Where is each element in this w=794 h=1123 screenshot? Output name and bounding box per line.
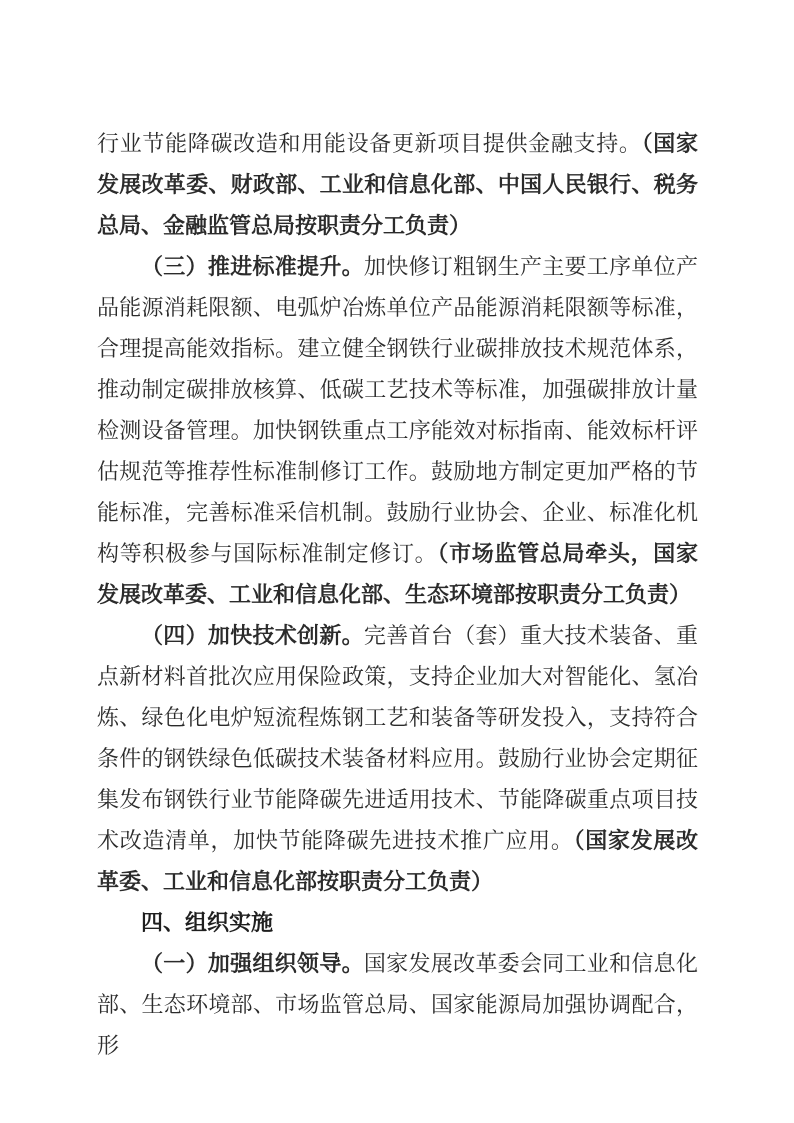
responsibility-attribution-run: （市场监管总局牵头，国家发展改革委、工业和信息化部、生态环境部按职责分工负责） [97, 541, 698, 607]
paragraph-lead-run: （一）加强组织领导。 [141, 951, 364, 976]
responsibility-attribution-run: （国家发展改革委、工业和信息化部按职责分工负责） [97, 828, 698, 894]
body-text-run: 加快修订粗钢生产主要工序单位产品能源消耗限额、电弧炉冶炼单位产品能源消耗限额等标准，合理提高能效指标。建立健全钢铁行业碳排放技术规范体系，推动制定碳排放核算、低碳工艺技术等标准，加强碳排放计量检测设备管理。加快钢铁重点工序能效对标指南、能效标杆评估规范等推荐性标准制修订工作。鼓励地方制定更加严格的节能标准，完善标准采信机制。鼓励行业协会、企业、标准化机构等积极参与国际标准制定修订。 [97, 254, 698, 566]
document-body [97, 123, 698, 1066]
body-text-run: 完善首台（套）重大技术装备、重点新材料首批次应用保险政策，支持企业加大对智能化、氢冶炼、绿色化电炉短流程炼钢工艺和装备等研发投入，支持符合条件的钢铁绿色低碳技术装备材料应用。鼓励行业协会定期征集发布钢铁行业节能降碳先进适用技术、节能降碳重点项目技术改造清单，加快节能降碳先进技术推广应用。 [97, 623, 698, 853]
paragraph-strengthen-leadership [97, 943, 698, 1066]
body-text-run: 国家发展改革委会同工业和信息化部、生态环境部、市场监管总局、国家能源局加强协调配合，形 [97, 951, 698, 1058]
body-text-run: 行业节能降碳改造和用能设备更新项目提供金融支持。 [97, 131, 642, 156]
responsibility-attribution-run: （国家发展改革委、财政部、工业和信息化部、中国人民银行、税务总局、金融监管总局按职责分工负责） [97, 131, 698, 238]
paragraph-lead-run: （四）加快技术创新。 [141, 623, 364, 648]
paragraph-technology-innovation [97, 615, 698, 902]
section-heading-organization-implementation: 四、组织实施 [141, 910, 274, 935]
paragraph-financial-support-continued [97, 123, 698, 246]
paragraph-lead-run: （三）推进标准提升。 [141, 254, 364, 279]
paragraph-standards-improvement [97, 246, 698, 615]
